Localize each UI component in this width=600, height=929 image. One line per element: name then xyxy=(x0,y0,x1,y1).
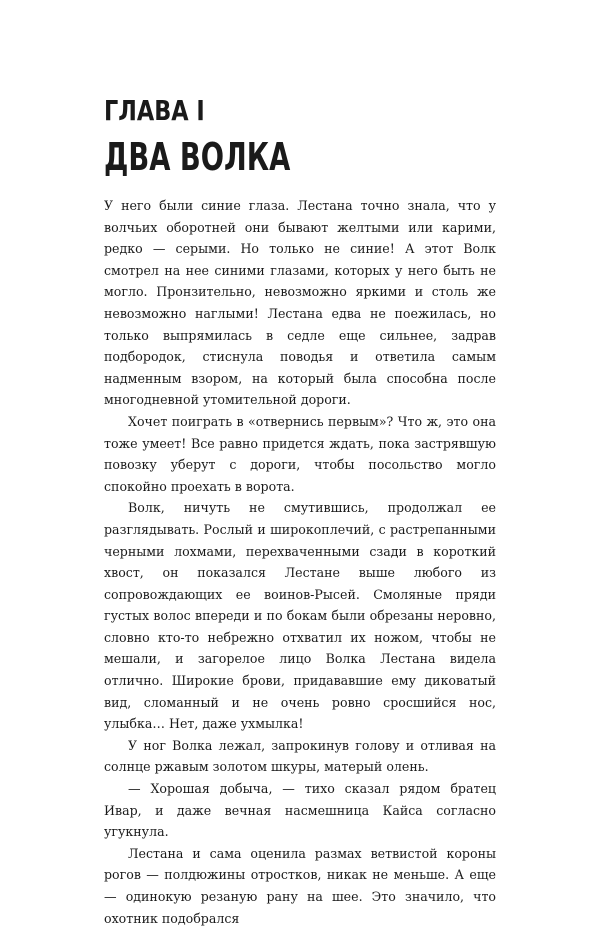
paragraph: Хочет поиграть в «отвернись первым»? Что ж, это она тоже умеет! Все равно придется ждать, пока застрявшую повозку уберут с дороги, чтобы посольство могло спокойно проехать в ворота. xyxy=(104,413,496,494)
paragraph: Волк, ничуть не смутившись, продолжал ее разглядывать. Рослый и широкоплечий, с растрепанными черными лохмами, перехваченными сзади в короткий хвост, он показался Лестане выше любого из сопровождающих ее воинов-Рысей. Смоляные пряди густых волос впереди и по бокам были обрезаны неровно, словно кто-то небрежно отхватил их ножом, чтобы не мешали, и загорелое лицо Волка Лестана видела отлично. Широкие брови, придававшие ему диковатый вид, сломанный и не очень ровно сросшийся нос, улыбка… Нет, даже ухмылка! xyxy=(104,500,496,732)
body-text xyxy=(104,195,496,929)
chapter-number: ГЛАВА I xyxy=(104,94,205,127)
chapter-title: ДВА ВОЛКА xyxy=(104,135,291,179)
paragraph: Лестана и сама оценила размах ветвистой короны рогов — полдюжины отростков, никак не меньше. А еще — одинокую резаную рану на шее. Это значило, что охотник подобрался xyxy=(104,845,496,926)
paragraph: У него были синие глаза. Лестана точно знала, что у волчьих оборотней они бывают желтыми или карими, редко — серыми. Но только не синие! А этот Волк смотрел на нее синими глазами, которых у него быть не могло. Пронзительно, невозможно яркими и столь же невозможно наглыми! Лестана едва не поежилась, но только выпрямилась в седле еще сильнее, задрав подбородок, стиснула поводья и ответила самым надменным взором, на который была способна после многодневной утомительной дороги. xyxy=(104,198,496,408)
paragraph: — Хорошая добыча, — тихо сказал рядом братец Ивар, и даже вечная насмешница Кайса согласно угукнула. xyxy=(104,781,496,840)
paragraph: У ног Волка лежал, запрокинув голову и отливая на солнце ржавым золотом шкуры, матерый олень. xyxy=(104,737,496,775)
